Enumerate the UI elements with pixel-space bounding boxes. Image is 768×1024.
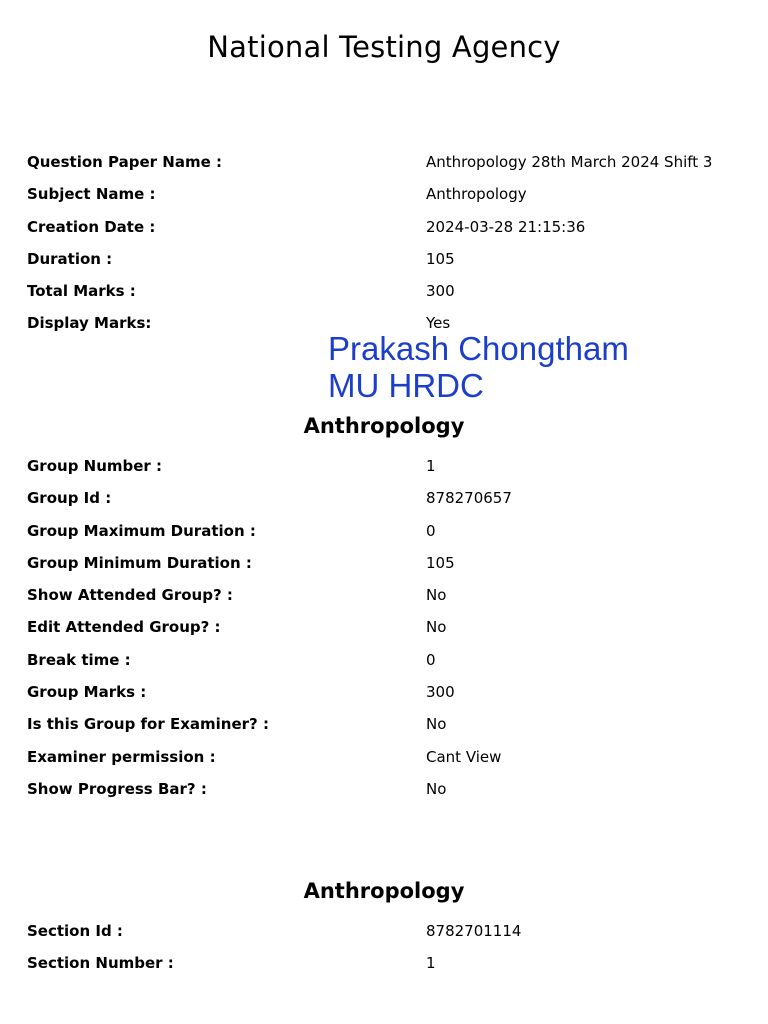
- field-label: Examiner permission :: [27, 747, 216, 766]
- field-value: 2024-03-28 21:15:36: [426, 217, 586, 236]
- group-row-examiner-permission: [27, 747, 747, 779]
- group-row-show-attended: [27, 585, 747, 617]
- info-row-question-paper-name: [27, 152, 747, 184]
- field-label: Display Marks:: [27, 314, 152, 333]
- group-row-number: [27, 456, 747, 488]
- field-value: 1: [426, 457, 436, 475]
- section-info-table: [27, 921, 747, 986]
- field-value: No: [426, 586, 447, 605]
- info-row-total-marks: [27, 281, 747, 313]
- field-value: 300: [426, 683, 455, 702]
- field-value: 300: [426, 282, 455, 301]
- field-value: 105: [426, 249, 455, 268]
- field-label: Section Id :: [27, 922, 123, 940]
- group-row-max-duration: [27, 521, 747, 553]
- group-row-edit-attended: [27, 617, 747, 649]
- field-value: Cant View: [426, 747, 502, 766]
- page-title: National Testing Agency: [207, 30, 561, 64]
- field-label: Group Minimum Duration :: [27, 553, 252, 572]
- info-row-creation-date: [27, 217, 747, 249]
- field-label: Group Marks :: [27, 683, 147, 702]
- group-row-progress-bar: [27, 779, 747, 811]
- field-value: 0: [426, 521, 436, 540]
- field-value: No: [426, 618, 447, 637]
- watermark: [328, 330, 629, 404]
- field-value: No: [426, 779, 447, 798]
- group-info-table: [27, 456, 747, 811]
- section-row-number: [27, 953, 747, 985]
- field-label: Edit Attended Group? :: [27, 618, 221, 637]
- field-value: 1: [426, 954, 436, 973]
- field-label: Is this Group for Examiner? :: [27, 715, 269, 734]
- info-row-duration: [27, 249, 747, 281]
- section-heading: Anthropology: [303, 879, 465, 903]
- group-row-marks: [27, 682, 747, 714]
- field-label: Creation Date :: [27, 217, 156, 236]
- field-label: Show Progress Bar? :: [27, 779, 207, 798]
- field-label: Show Attended Group? :: [27, 586, 233, 605]
- field-value: 8782701114: [426, 922, 522, 940]
- field-value: No: [426, 715, 447, 734]
- field-value: Anthropology: [426, 185, 527, 204]
- group-row-min-duration: [27, 553, 747, 585]
- group-row-for-examiner: [27, 714, 747, 746]
- field-label: Section Number :: [27, 954, 174, 973]
- field-label: Total Marks :: [27, 282, 136, 301]
- field-label: Break time :: [27, 650, 131, 669]
- field-value: Anthropology 28th March 2024 Shift 3: [426, 153, 713, 171]
- watermark-line-org: MU HRDC: [328, 367, 484, 404]
- field-label: Group Maximum Duration :: [27, 521, 256, 540]
- field-value: 0: [426, 650, 436, 669]
- section-row-id: [27, 921, 747, 953]
- field-value: 878270657: [426, 489, 512, 508]
- group-heading: Anthropology: [303, 414, 465, 438]
- field-label: Subject Name :: [27, 185, 156, 204]
- field-label: Group Id :: [27, 489, 112, 508]
- paper-info-table: [27, 152, 747, 346]
- group-row-break-time: [27, 650, 747, 682]
- field-label: Group Number :: [27, 457, 163, 475]
- info-row-subject-name: [27, 184, 747, 216]
- field-label: Question Paper Name :: [27, 153, 222, 171]
- field-value: 105: [426, 553, 455, 572]
- field-value: Yes: [426, 314, 451, 333]
- watermark-line-name: Prakash Chongtham: [328, 330, 629, 367]
- group-row-id: [27, 488, 747, 520]
- field-label: Duration :: [27, 249, 113, 268]
